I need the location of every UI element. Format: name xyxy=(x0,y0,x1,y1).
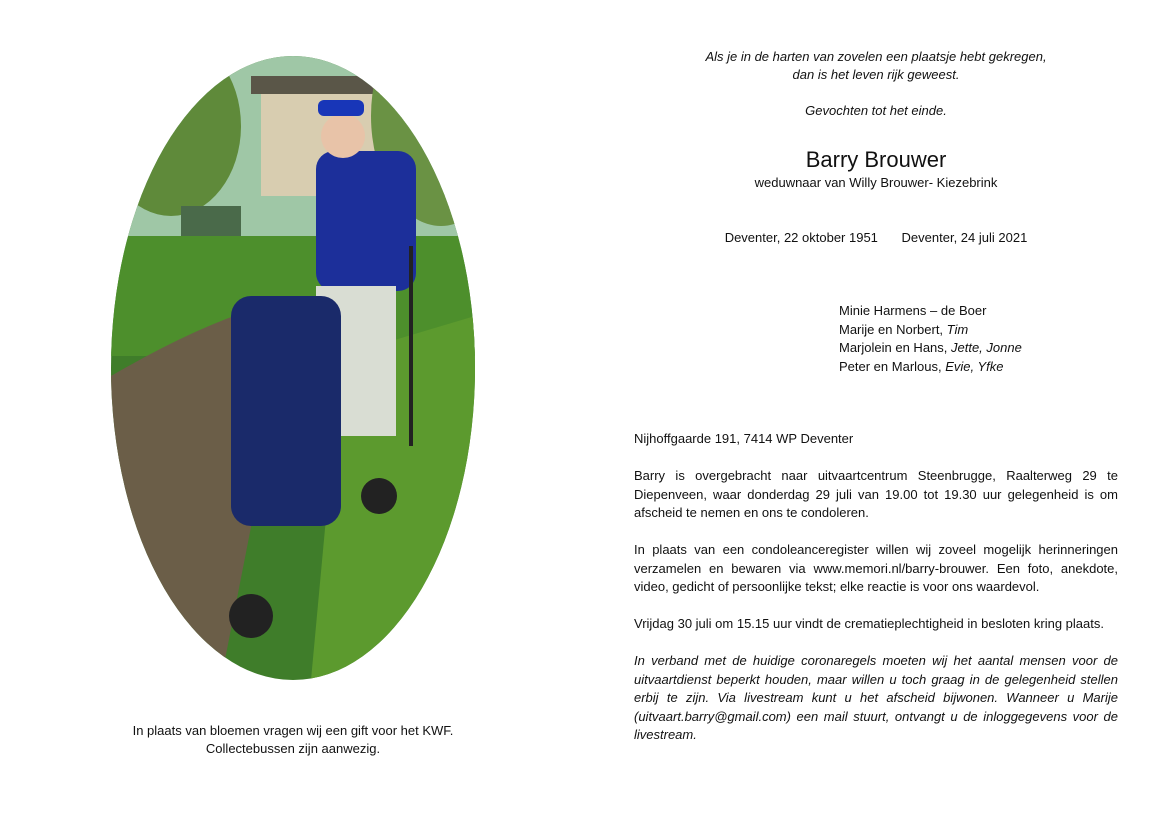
family-member: Minie Harmens – de Boer xyxy=(839,303,987,318)
paragraph-memori: In plaats van een condoleanceregister willen wij zoveel mogelijk herinneringen verzamelen en bewaren via www.memori.nl/barry-brouwer. Een foto, anekdote, video, gedicht of persoonlijke tekst; elke reactie is voor ons waardevol. xyxy=(634,542,1118,594)
deceased-subtitle: weduwnaar van Willy Brouwer- Kiezebrink xyxy=(754,175,998,190)
paragraph-livestream: In verband met de huidige coronaregels moeten wij het aantal mensen voor de uitvaartdienst beperkt houden, maar willen u toch graag in de gelegenheid stellen erbij te zijn. Via livestream kunt u het afscheid bijwonen. Wanneer u Marije (uitvaart.barry@gmail.com) een mail stuurt, ontvangt u de inloggegevens voor de livestream. xyxy=(634,653,1118,742)
family-member: Marije en Norbert, Tim xyxy=(839,321,969,337)
quote-line2: dan is het leven rijk geweest. xyxy=(792,67,960,82)
donation-note-line2: Collectebussen zijn aanwezig. xyxy=(205,741,381,756)
deceased-name: Barry Brouwer xyxy=(805,147,947,172)
donation-note-line1: In plaats van bloemen vragen wij een gift voor het KWF. xyxy=(132,723,454,738)
life-dates xyxy=(634,229,1118,247)
paragraph-viewing: Barry is overgebracht naar uitvaartcentrum Steenbrugge, Raalterweg 29 te Diepenveen, waar donderdag 29 juli van 19.00 tot 19.30 uur gelegenheid is om afscheid te nemen en ons te condoleren. xyxy=(634,468,1118,520)
memorial-photo xyxy=(111,56,475,680)
memorial-quote xyxy=(634,48,1118,120)
death-date: Deventer, 24 juli 2021 xyxy=(901,230,1028,245)
quote-line1: Als je in de harten van zovelen een plaatsje hebt gekregen, xyxy=(705,49,1047,64)
quote-line3: Gevochten tot het einde. xyxy=(805,103,947,118)
family-list xyxy=(839,302,1022,376)
birth-date: Deventer, 22 oktober 1951 xyxy=(724,230,878,245)
family-member: Marjolein en Hans, Jette, Jonne xyxy=(839,340,1022,355)
donation-note xyxy=(100,722,486,758)
paragraph-cremation: Vrijdag 30 juli om 15.15 uur vindt de crematieplechtigheid in besloten kring plaats. xyxy=(634,616,1104,631)
address: Nijhoffgaarde 191, 7414 WP Deventer xyxy=(634,431,854,446)
announcement-text xyxy=(634,430,1118,763)
family-member: Peter en Marlous, Evie, Yfke xyxy=(839,358,1004,374)
